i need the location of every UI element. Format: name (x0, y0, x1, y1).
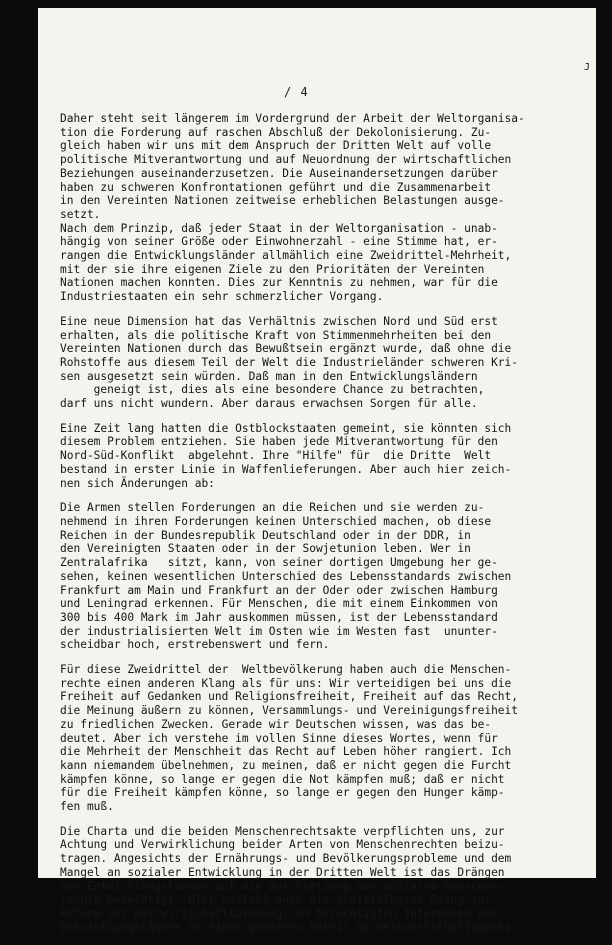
text-line: Nach dem Prinzip, daß jeder Staat in der Weltorganisation - unab- (60, 221, 498, 235)
paragraph (60, 112, 580, 304)
paragraph (60, 315, 580, 411)
text-line: Freiheit auf Gedanken und Religionsfreiheit, Freiheit auf das Recht, (60, 690, 519, 704)
text-line: sehen, keinen wesentlichen Unterschied des Lebensstandards zwischen (60, 569, 512, 583)
text-line: Für diese Zweidrittel der Weltbevölkerung haben auch die Menschen- (60, 663, 512, 677)
text-line: Eine neue Dimension hat das Verhältnis zwischen Nord und Süd erst (60, 314, 498, 328)
text-line: deutet. Aber ich verstehe im vollen Sinne dieses Wortes, wenn für (60, 731, 498, 745)
text-line: setzt. (60, 207, 101, 221)
text-line: erhalten, als die politische Kraft von Stimmenmehrheiten bei den (60, 328, 492, 342)
text-line: Reform der Weltwirtschaftsordnung, um berechtigten Interessen der (60, 906, 498, 920)
text-line: rangen die Entwicklungsländer allmählich eine Zweidrittel-Mehrheit, (60, 249, 512, 263)
text-line: rechte einen anderen Klang als für uns: Wir verteidigen bei uns die (60, 676, 512, 690)
text-line: Achtung und Verwirklichung beider Arten von Menschenrechten beizu- (60, 838, 505, 852)
text-line: Eine Zeit lang hatten die Ostblockstaaten gemeint, sie könnten sich (60, 421, 512, 435)
text-line: kann niemandem übelnehmen, zu meinen, daß er nicht gegen die Furcht (60, 758, 512, 772)
text-line: Entwicklungsländer an einem größeren Anteil am Weltwirtschaftswachs- (60, 920, 519, 934)
text-line: darf uns nicht wundern. Aber daraus erwachsen Sorgen für alle. (60, 397, 478, 411)
text-line: nen sich Änderungen ab: (60, 476, 215, 490)
text-line: geneigt ist, dies als eine besondere Chance zu betrachten, (60, 383, 485, 397)
text-line: der Entwicklungsländer auf die Durchsetzung der sozialen Menschen- (60, 879, 505, 893)
text-line: die Meinung äußern zu können, Versammlungs- und Vereinigungsfreiheit (60, 704, 519, 718)
text-line: Frankfurt am Main und Frankfurt an der Oder oder zwischen Hamburg (60, 583, 498, 597)
text-line: gleich haben wir uns mit dem Anspruch der Dritten Welt auf volle (60, 139, 492, 153)
body-text (60, 112, 580, 945)
edge-mark: J (583, 62, 590, 73)
text-line: scheidbar hoch, erstrebenswert und fern. (60, 638, 330, 652)
text-line: Nord-Süd-Konflikt abgelehnt. Ihre "Hilfe" für die Dritte Welt (60, 449, 492, 463)
paragraph (60, 422, 580, 491)
text-line: den Vereinigten Staaten oder in der Sowjetunion leben. Wer in (60, 542, 471, 556)
text-line: nehmend in ihren Forderungen keinen Unterschied machen, ob diese (60, 514, 492, 528)
paragraph (60, 825, 580, 935)
text-line: Mangel an sozialer Entwicklung in der Dritten Welt ist das Drängen (60, 865, 505, 879)
text-line: Daher steht seit längerem im Vordergrund der Arbeit der Weltorganisa- (60, 112, 525, 125)
text-line: haben zu schweren Konfrontationen geführt und die Zusammenarbeit (60, 180, 492, 194)
text-line: in den Vereinten Nationen zeitweise erheblichen Belastungen ausge- (60, 194, 505, 208)
text-line: Industriestaaten ein sehr schmerzlicher Vorgang. (60, 290, 384, 304)
text-line: sen ausgesetzt sein würden. Daß man in den Entwicklungsländern (60, 369, 478, 383)
text-line: Rohstoffe aus diesem Teil der Welt die Industrieländer schweren Kri- (60, 355, 519, 369)
text-line: der industrialisierten Welt im Osten wie im Westen fast ununter- (60, 624, 498, 638)
text-line: Nationen machen konnten. Dies zur Kenntnis zu nehmen, war für die (60, 276, 498, 290)
text-line: rechte berechtigt. Hier besteht auch ein unmittelbarer Bezug zur (60, 893, 492, 907)
text-line: politische Mitverantwortung und auf Neuordnung der wirtschaftlichen (60, 153, 512, 167)
paragraph (60, 501, 580, 652)
text-line: tion die Forderung auf raschen Abschluß der Dekolonisierung. Zu- (60, 125, 492, 139)
text-line: Reichen in der Bundesrepublik Deutschland oder in der DDR, in (60, 528, 471, 542)
page-number: / 4 (284, 85, 309, 99)
text-line: kämpfen könne, so lange er gegen die Not kämpfen muß; daß er nicht (60, 772, 505, 786)
text-line: Die Charta und die beiden Menschenrechtsakte verpflichten uns, zur (60, 824, 505, 838)
text-line: 300 bis 400 Mark im Jahr auskommen müssen, ist der Lebensstandard (60, 610, 498, 624)
text-line: Zentralafrika sitzt, kann, von seiner dortigen Umgebung her ge- (60, 556, 498, 570)
text-line: fen muß. (60, 800, 114, 814)
text-line: Die Armen stellen Forderungen an die Reichen und sie werden zu- (60, 501, 485, 515)
text-line: Beziehungen auseinanderzusetzen. Die Auseinandersetzungen darüber (60, 166, 498, 180)
text-line: Vereinten Nationen durch das Bewußtsein ergänzt wurde, daß ohne die (60, 342, 512, 356)
document-page (38, 8, 596, 934)
text-line: bestand in erster Linie in Waffenlieferungen. Aber auch hier zeich- (60, 462, 512, 476)
text-line: und Leningrad erkennen. Für Menschen, die mit einem Einkommen von (60, 597, 498, 611)
text-line: für die Freiheit kämpfen könne, so lange er gegen den Hunger kämp- (60, 786, 505, 800)
text-line: mit der sie ihre eigenen Ziele zu den Prioritäten der Vereinten (60, 262, 485, 276)
text-line: diesem Problem entziehen. Sie haben jede Mitverantwortung für den (60, 435, 498, 449)
text-line: tragen. Angesichts der Ernährungs- und Bevölkerungsprobleme und dem (60, 852, 512, 866)
paragraph (60, 663, 580, 814)
text-line: die Mehrheit der Menschheit das Recht auf Leben höher rangiert. Ich (60, 745, 512, 759)
text-line: hängig von seiner Größe oder Einwohnerzahl - eine Stimme hat, er- (60, 235, 498, 249)
text-line: zu friedlichen Zwecken. Gerade wir Deutschen wissen, was das be- (60, 717, 492, 731)
